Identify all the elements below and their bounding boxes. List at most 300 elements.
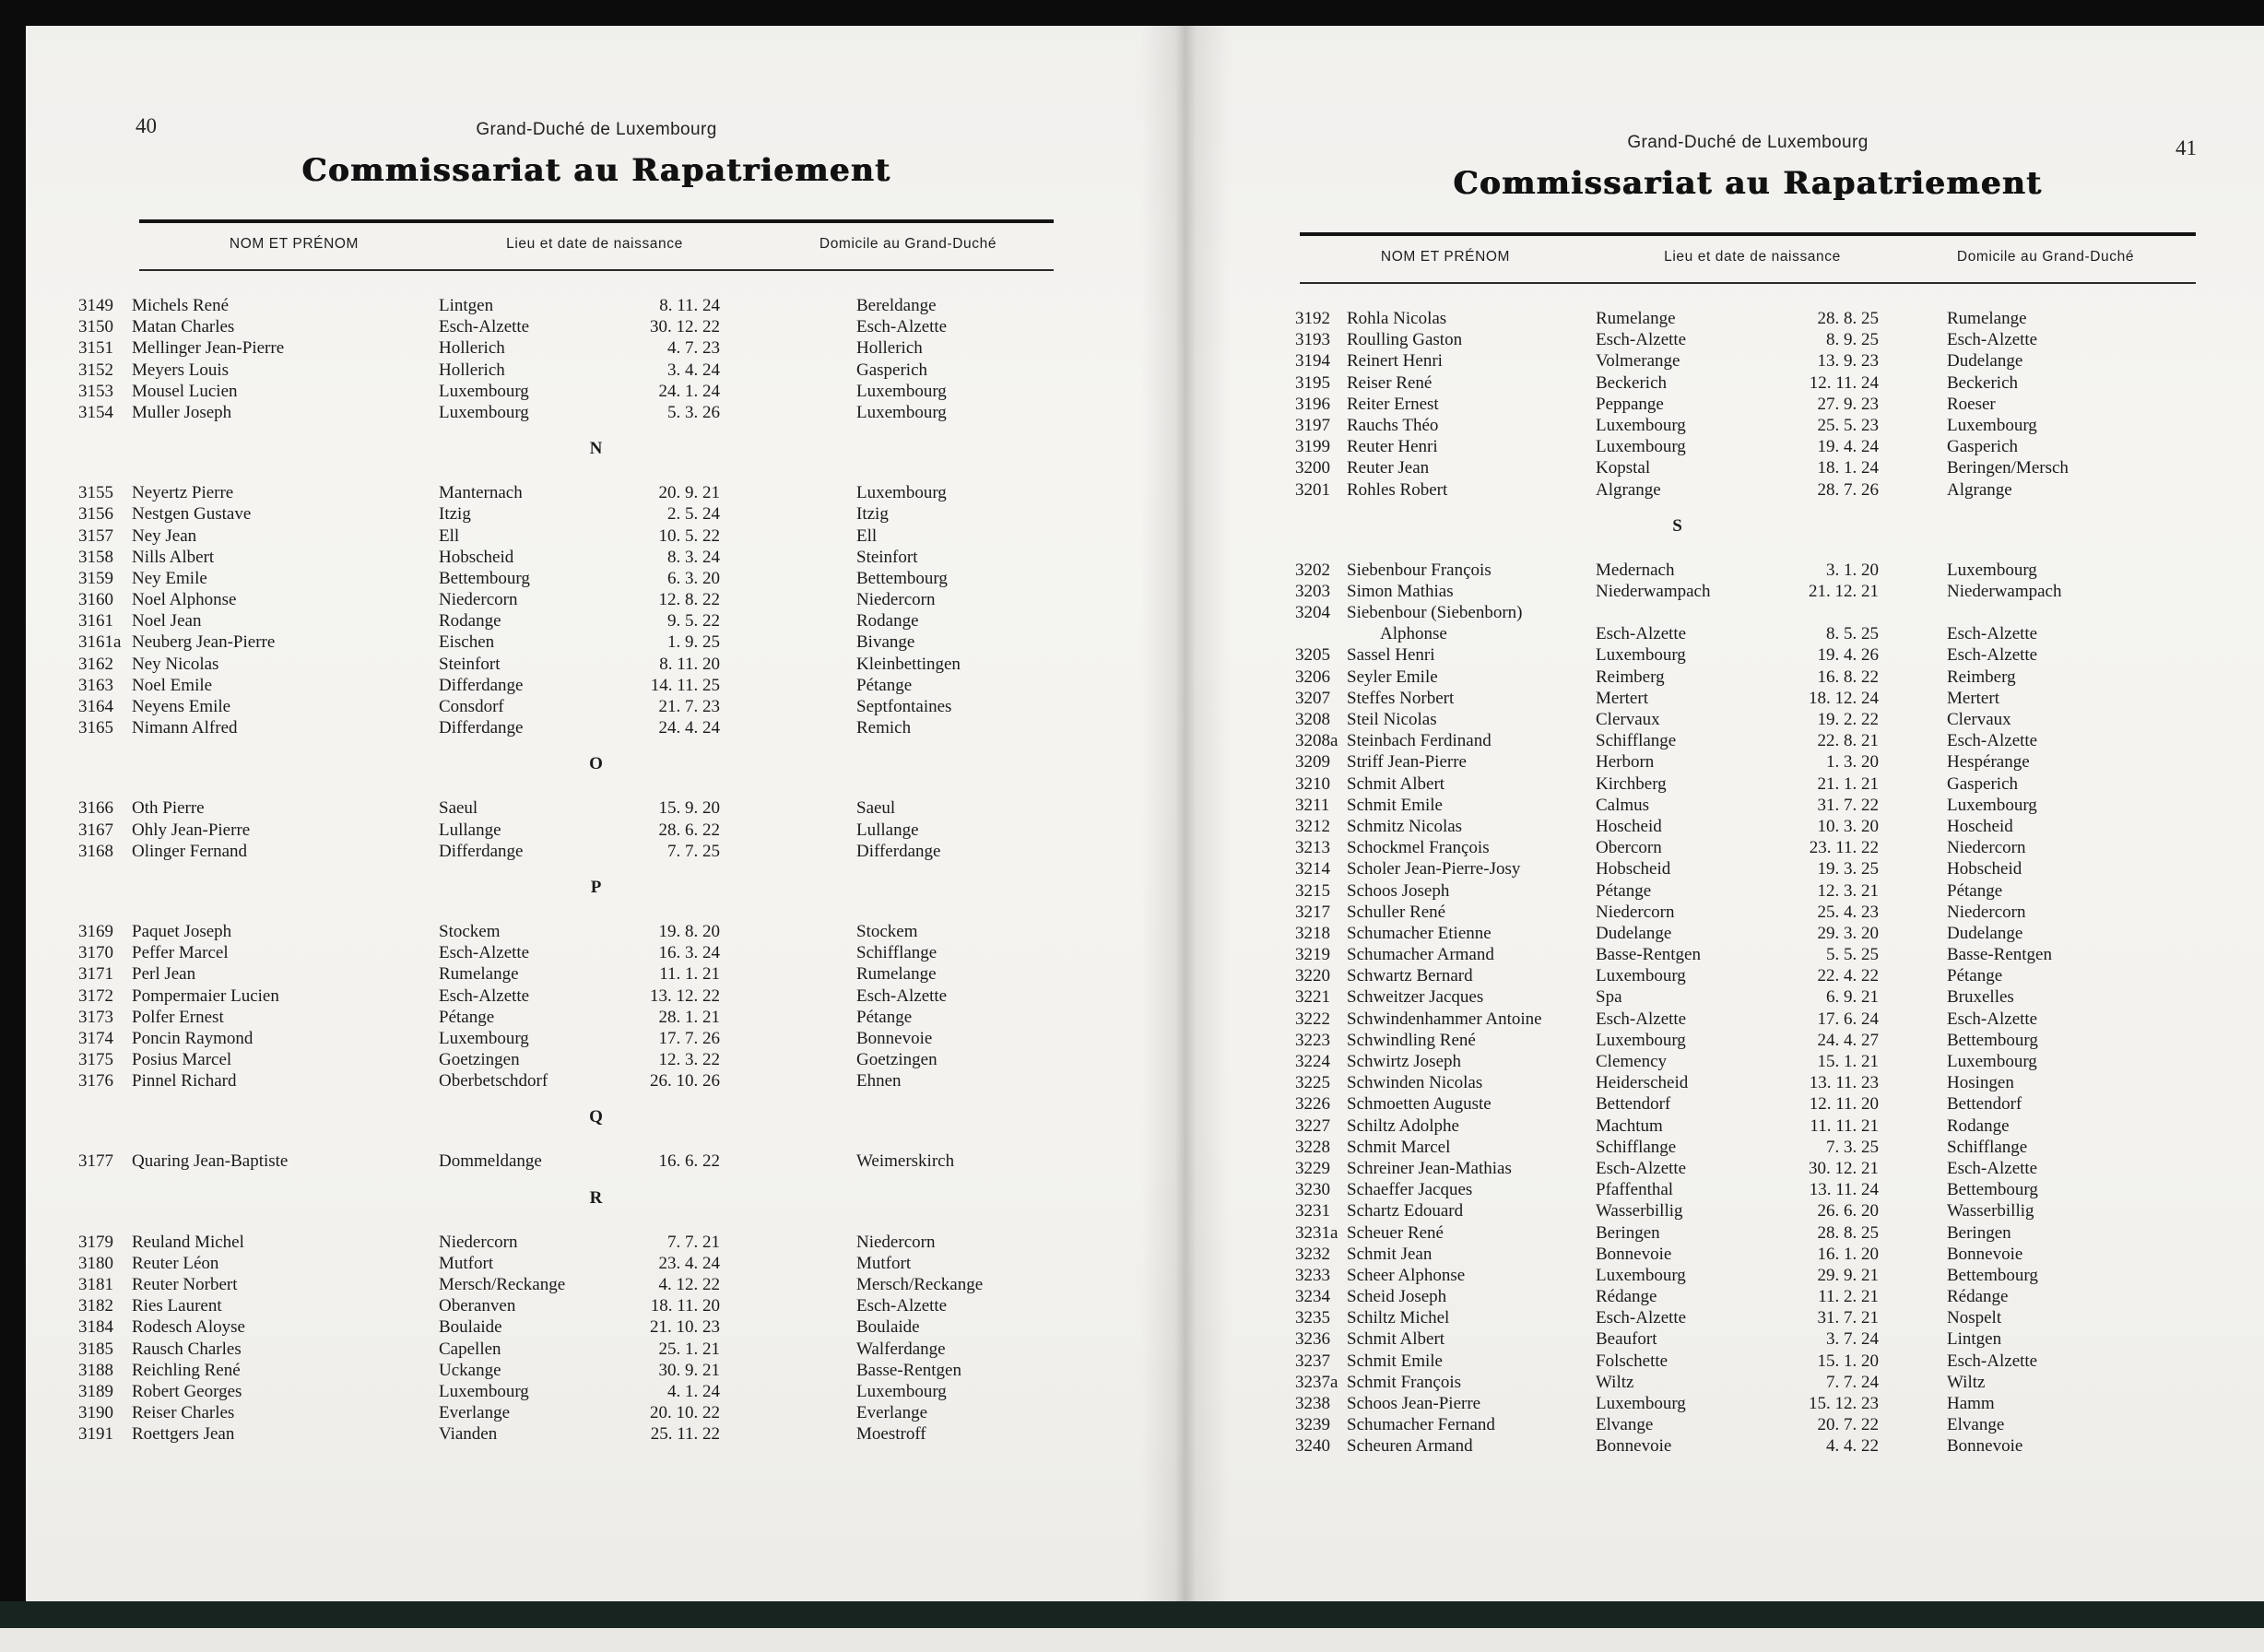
row-name: Schmit Emile: [1347, 1351, 1443, 1371]
page-41: [1295, 116, 2263, 1457]
row-domicile: Luxembourg: [856, 483, 947, 503]
table-row: [1295, 1051, 2263, 1072]
row-spacer: [720, 841, 856, 862]
row-spacer: [1879, 1265, 1947, 1286]
row-name: Reiser René: [1347, 372, 1433, 393]
row-birthdate: 21. 12. 21: [1809, 581, 1879, 601]
row-birthplace: Calmus: [1596, 795, 1650, 815]
row-birthdate: 25. 4. 23: [1817, 902, 1879, 922]
row-domicile: Hosingen: [1947, 1073, 2014, 1093]
table-row: [1295, 644, 2263, 666]
row-domicile: Rédange: [1947, 1287, 2009, 1307]
row-spacer: [1879, 623, 1947, 644]
row-domicile: Itzig: [856, 504, 889, 525]
row-birthdate: 7. 7. 24: [1826, 1372, 1879, 1392]
row-id: 3182: [78, 1296, 113, 1316]
row-name: Scheer Alphonse: [1347, 1265, 1466, 1285]
row-name: Ohly Jean-Pierre: [132, 820, 251, 840]
row-domicile: Basse-Rentgen: [1947, 945, 2052, 965]
row-id: 3201: [1295, 479, 1330, 500]
row-domicile: Niedercorn: [856, 1232, 936, 1252]
row-birthdate: 17. 6. 24: [1817, 1009, 1879, 1029]
row-id: 3222: [1295, 1009, 1330, 1029]
row-birthplace: Steinfort: [439, 654, 501, 674]
row-domicile: Nospelt: [1947, 1308, 2002, 1328]
row-id: 3204: [1295, 603, 1330, 623]
row-spacer: [1879, 688, 1947, 709]
row-birthdate: 8. 11. 24: [659, 296, 720, 315]
row-spacer: [720, 1070, 856, 1092]
row-birthdate: 6. 3. 20: [667, 568, 720, 588]
row-birthplace: Luxembourg: [1596, 645, 1686, 666]
row-birthdate: 22. 8. 21: [1817, 731, 1879, 751]
table-row: [78, 568, 1060, 589]
table-row: [78, 675, 1060, 696]
row-domicile: Dudelange: [1947, 923, 2023, 943]
section-letter-S: S: [1672, 515, 1683, 536]
row-id: 3170: [78, 943, 113, 963]
row-birthplace: Schifflange: [1596, 1137, 1677, 1157]
row-domicile: Rumelange: [1947, 309, 2027, 328]
row-spacer: [1879, 667, 1947, 688]
row-id: 3184: [78, 1317, 113, 1338]
table-row: [78, 589, 1060, 610]
row-id: 3225: [1295, 1073, 1330, 1093]
row-birthplace: Niedercorn: [439, 590, 518, 610]
row-domicile: Esch-Alzette: [1947, 731, 2038, 751]
row-birthplace: Hoscheid: [1596, 816, 1662, 836]
row-name: Neuberg Jean-Pierre: [132, 632, 276, 653]
row-domicile: Roeser: [1947, 394, 1996, 414]
row-birthplace: Luxembourg: [439, 1381, 529, 1401]
row-name: Robert Georges: [132, 1381, 242, 1401]
row-domicile: Esch-Alzette: [1947, 645, 2038, 666]
row-spacer: [1879, 773, 1947, 795]
row-birthplace: Luxembourg: [1596, 1265, 1686, 1285]
row-birthdate: 8. 5. 25: [1826, 624, 1879, 644]
row-birthdate: 19. 2. 22: [1817, 710, 1879, 729]
row-spacer: [1879, 1328, 1947, 1350]
row-name: Schiltz Michel: [1347, 1308, 1450, 1328]
row-birthdate: 16. 8. 22: [1817, 667, 1879, 687]
row-birthdate: 3. 7. 24: [1826, 1329, 1879, 1350]
table-row: [1295, 1307, 2263, 1328]
row-spacer: [720, 1232, 856, 1253]
row-birthdate: 16. 1. 20: [1817, 1244, 1879, 1264]
row-id: 3208a: [1295, 731, 1338, 751]
row-spacer: [1879, 1307, 1947, 1328]
row-birthdate: 4. 1. 24: [667, 1381, 720, 1401]
row-name: Steinbach Ferdinand: [1347, 731, 1492, 751]
row-id: 3189: [78, 1381, 113, 1401]
row-domicile: Niederwampach: [1947, 581, 2062, 601]
row-birthplace: Boulaide: [439, 1317, 502, 1338]
row-id: 3240: [1295, 1436, 1330, 1457]
table-row: [1295, 902, 2263, 923]
row-domicile: Esch-Alzette: [1947, 1009, 2038, 1029]
table-row: [1295, 858, 2263, 879]
row-spacer: [1879, 1093, 1947, 1115]
row-id: 3181: [78, 1275, 113, 1294]
row-domicile: Esch-Alzette: [856, 317, 948, 337]
table-row: [78, 985, 1060, 1007]
row-domicile: [1947, 602, 2263, 623]
row-birthdate: 16. 3. 24: [658, 943, 720, 963]
row-id: 3232: [1295, 1244, 1330, 1264]
row-birthplace: Bettembourg: [439, 568, 530, 588]
table-row: [1295, 1200, 2263, 1221]
table-row: [78, 696, 1060, 717]
row-spacer: [1879, 1414, 1947, 1435]
row-id: 3218: [1295, 923, 1330, 943]
row-domicile: Lullange: [856, 820, 919, 840]
row-birthplace: Manternach: [439, 483, 523, 503]
row-birthplace: Rumelange: [1596, 309, 1676, 328]
row-birthdate: 28. 8. 25: [1817, 309, 1879, 328]
row-birthplace: Ell: [439, 525, 460, 546]
row-name: Quaring Jean-Baptiste: [132, 1151, 289, 1172]
row-domicile: Niedercorn: [1947, 838, 2026, 858]
row-spacer: [1879, 394, 1947, 415]
row-spacer: [1879, 372, 1947, 394]
row-spacer: [720, 675, 856, 696]
table-row: [78, 1295, 1060, 1316]
row-id: 3238: [1295, 1394, 1330, 1413]
row-spacer: [1879, 308, 1947, 329]
row-spacer: [720, 610, 856, 631]
row-birthplace: Obercorn: [1596, 838, 1662, 858]
row-spacer: [720, 295, 856, 316]
row-domicile: Pétange: [856, 675, 913, 695]
row-spacer: [720, 820, 856, 841]
row-birthplace: Niederwampach: [1596, 581, 1711, 601]
row-spacer: [720, 654, 856, 675]
row-birthdate: 28. 6. 22: [658, 820, 720, 840]
row-birthdate: 12. 11. 24: [1809, 372, 1879, 393]
row-spacer: [720, 360, 856, 381]
row-birthdate: 28. 7. 26: [1817, 479, 1879, 500]
column-header-domicile: Domicile au Grand-Duché: [819, 236, 997, 252]
row-birthplace: Luxembourg: [439, 381, 529, 401]
table-row: [1295, 688, 2263, 709]
row-name: Schwirtz Joseph: [1347, 1052, 1462, 1071]
table-row: [1295, 773, 2263, 795]
section-letter-P: P: [590, 877, 603, 897]
row-birthplace: Volmerange: [1596, 351, 1680, 372]
table-row: [1295, 1072, 2263, 1093]
row-spacer: [720, 589, 856, 610]
row-domicile: Rumelange: [856, 964, 937, 985]
row-birthdate: 12. 3. 21: [1817, 880, 1879, 901]
row-birthdate: 16. 6. 22: [658, 1151, 720, 1172]
table-row: [1295, 457, 2263, 478]
row-birthplace: Differdange: [439, 841, 524, 861]
row-spacer: [1879, 329, 1947, 350]
table-row: [78, 1423, 1060, 1445]
row-domicile: Schifflange: [1947, 1137, 2028, 1157]
row-domicile: Basse-Rentgen: [856, 1360, 961, 1380]
row-birthplace: Wiltz: [1596, 1372, 1634, 1392]
row-birthplace: Luxembourg: [1596, 966, 1686, 986]
row-birthplace: Bonnevoie: [1596, 1244, 1672, 1264]
row-name: Rodesch Aloyse: [132, 1317, 245, 1338]
row-name: Neyertz Pierre: [132, 483, 234, 503]
scan-bottom-margin: [0, 1628, 2264, 1652]
row-birthplace: Esch-Alzette: [439, 317, 530, 337]
row-domicile: Bettembourg: [1947, 1265, 2038, 1285]
row-domicile: Mutfort: [856, 1253, 912, 1273]
row-name: Schmoetten Auguste: [1347, 1094, 1492, 1115]
row-birthplace: Beckerich: [1596, 372, 1668, 393]
row-spacer: [720, 402, 856, 423]
row-id: 3154: [78, 402, 113, 422]
row-id: 3156: [78, 504, 113, 525]
scan-edge-top: [0, 0, 2264, 26]
table-row: [1295, 1372, 2263, 1393]
table-row: [1295, 1286, 2263, 1307]
table-row: [1295, 1328, 2263, 1350]
row-domicile: Luxembourg: [856, 1381, 947, 1401]
row-id: 3220: [1295, 966, 1330, 986]
row-spacer: [1879, 751, 1947, 773]
table-row: [78, 963, 1060, 985]
row-domicile: Gasperich: [856, 360, 928, 380]
table-row: [1295, 1093, 2263, 1115]
row-id: 3172: [78, 985, 113, 1006]
row-birthplace: Capellen: [439, 1339, 501, 1359]
row-name: Siebenbour (Siebenborn): [1347, 603, 1523, 623]
table-row: [1295, 415, 2263, 436]
row-birthdate: 12. 8. 22: [658, 590, 720, 610]
row-id: 3188: [78, 1360, 113, 1380]
row-domicile: Rodange: [1947, 1115, 2010, 1136]
row-id: 3180: [78, 1253, 113, 1273]
row-id: 3166: [78, 798, 113, 819]
page-header: [1300, 116, 2196, 206]
page-header: [139, 103, 1054, 194]
row-birthplace: Luxembourg: [1596, 415, 1686, 435]
row-domicile: Luxembourg: [856, 381, 947, 401]
page-number: 40: [136, 114, 157, 137]
row-birthdate: 24. 4. 24: [658, 718, 720, 738]
row-id: 3196: [1295, 394, 1330, 414]
column-header-name: NOM ET PRÉNOM: [1380, 249, 1511, 265]
row-name: Nestgen Gustave: [132, 504, 252, 525]
row-id: 3167: [78, 820, 113, 840]
row-birthplace: Wasserbillig: [1596, 1201, 1683, 1221]
row-id: 3217: [1295, 902, 1330, 922]
row-birthdate: 7. 7. 21: [667, 1232, 720, 1252]
row-domicile: Bettembourg: [856, 568, 948, 588]
row-id: 3197: [1295, 415, 1330, 435]
column-header-birth: Lieu et date de naissance: [1664, 249, 1841, 265]
row-domicile: Bettendorf: [1947, 1094, 2022, 1115]
row-domicile: Esch-Alzette: [856, 1296, 948, 1316]
row-id: 3192: [1295, 309, 1330, 328]
row-birthdate: 28. 8. 25: [1817, 1222, 1879, 1243]
row-id: 3161a: [78, 632, 122, 653]
row-birthplace: Kirchberg: [1596, 773, 1667, 794]
row-name: Scheuren Armand: [1347, 1436, 1473, 1457]
row-birthplace: Dommeldange: [439, 1151, 542, 1172]
row-id: 3168: [78, 841, 113, 861]
row-id: 3231a: [1295, 1222, 1338, 1243]
row-birthdate: 30. 12. 22: [650, 317, 720, 337]
row-id: 3152: [78, 360, 113, 380]
row-id: 3199: [1295, 437, 1330, 457]
row-spacer: [1879, 1222, 1947, 1244]
row-spacer: [720, 985, 856, 1007]
row-spacer: [1879, 880, 1947, 902]
row-domicile: Schifflange: [856, 943, 937, 963]
table-row: [78, 1339, 1060, 1360]
row-name: Schmit Emile: [1347, 795, 1443, 815]
row-birthdate: 10. 3. 20: [1817, 816, 1879, 836]
row-domicile: Bonnevoie: [1947, 1244, 2023, 1264]
row-birthdate: 12. 3. 22: [658, 1050, 720, 1070]
row-domicile: Algrange: [1947, 479, 2012, 500]
row-birthdate: 13. 11. 23: [1809, 1073, 1879, 1093]
row-id: 3211: [1295, 795, 1330, 815]
row-birthdate: 25. 5. 23: [1817, 415, 1879, 435]
row-id: 3176: [78, 1071, 113, 1092]
row-name: Seyler Emile: [1347, 667, 1438, 687]
row-spacer: [1879, 581, 1947, 602]
row-name: Striff Jean-Pierre: [1347, 752, 1467, 773]
table-row: [78, 610, 1060, 631]
row-domicile: Reimberg: [1947, 667, 2016, 687]
row-id: 3160: [78, 590, 113, 610]
row-birthplace: Elvange: [1596, 1415, 1654, 1435]
row-domicile: Luxembourg: [1947, 795, 2037, 815]
row-birthdate: 19. 8. 20: [658, 921, 720, 941]
row-birthdate: 15. 1. 20: [1817, 1351, 1879, 1371]
row-birthdate: 25. 1. 21: [658, 1339, 720, 1359]
row-name: Neyens Emile: [132, 697, 231, 716]
table-row: [1295, 623, 2263, 644]
row-spacer: [1879, 1372, 1947, 1393]
row-birthplace: Pfaffenthal: [1596, 1180, 1674, 1200]
row-birthdate: 21. 10. 23: [650, 1317, 720, 1338]
row-birthdate: 29. 3. 20: [1817, 923, 1879, 943]
row-spacer: [1879, 350, 1947, 372]
row-spacer: [720, 797, 856, 819]
table-row: [1295, 329, 2263, 350]
row-birthplace: Uckange: [439, 1360, 501, 1380]
row-birthplace: Rumelange: [439, 964, 519, 985]
table-row: [1295, 986, 2263, 1008]
row-id: 3163: [78, 675, 113, 695]
row-name: Rohla Nicolas: [1347, 309, 1447, 328]
row-birthdate: 21. 1. 21: [1817, 773, 1879, 794]
row-name: Schaeffer Jacques: [1347, 1180, 1473, 1200]
row-name: Schmit Albert: [1347, 773, 1445, 794]
row-spacer: [1879, 560, 1947, 581]
row-birthplace: Reimberg: [1596, 667, 1665, 687]
row-domicile: Wasserbillig: [1947, 1201, 2034, 1221]
row-birthdate: 4. 7. 23: [667, 338, 720, 359]
table-row: [1295, 1222, 2263, 1244]
row-id: 3159: [78, 568, 113, 588]
row-domicile: Niedercorn: [856, 590, 936, 610]
row-id: 3229: [1295, 1158, 1330, 1178]
section-letter-N: N: [589, 439, 604, 459]
row-id: 3165: [78, 718, 113, 738]
row-domicile: Bruxelles: [1947, 987, 2014, 1008]
row-birthplace: Stockem: [439, 921, 501, 941]
row-domicile: Boulaide: [856, 1317, 920, 1338]
row-name: Reuter Jean: [1347, 458, 1430, 478]
row-domicile: Luxembourg: [1947, 415, 2037, 435]
row-name: Nills Albert: [132, 547, 215, 567]
table-row: [1295, 730, 2263, 751]
row-birthdate: 4. 4. 22: [1826, 1436, 1879, 1457]
row-id: 3179: [78, 1232, 113, 1252]
row-birthplace: Mertert: [1596, 688, 1648, 708]
row-birthplace: Rodange: [439, 611, 501, 631]
table-row: [78, 942, 1060, 963]
row-birthplace: Eischen: [439, 632, 495, 653]
row-spacer: [1879, 1351, 1947, 1372]
row-birthdate: 18. 11. 20: [650, 1296, 720, 1316]
row-birthplace: Esch-Alzette: [1596, 624, 1687, 644]
row-spacer: [1879, 858, 1947, 879]
country-header: Grand-Duché de Luxembourg: [476, 120, 717, 139]
row-spacer: [720, 1316, 856, 1338]
row-id: 3223: [1295, 1030, 1330, 1050]
row-domicile: Stockem: [856, 921, 918, 941]
row-birthdate: 4. 12. 22: [658, 1275, 720, 1294]
table-row: [1295, 795, 2263, 816]
row-birthdate: 27. 9. 23: [1817, 394, 1879, 414]
page-title: Commissariat au Rapatriement: [301, 152, 891, 189]
row-birthplace: Mersch/Reckange: [439, 1275, 566, 1294]
row-birthdate: 14. 11. 25: [650, 675, 720, 695]
row-spacer: [1879, 709, 1947, 730]
row-id: 3234: [1295, 1287, 1330, 1307]
row-birthplace: Hollerich: [439, 360, 505, 380]
row-birthdate: 18. 12. 24: [1809, 688, 1879, 708]
table-row: [78, 337, 1060, 359]
row-id: 3177: [78, 1151, 113, 1172]
row-spacer: [720, 1049, 856, 1070]
table-row: [1295, 1115, 2263, 1137]
row-birthdate: 26. 10. 26: [650, 1071, 720, 1092]
row-birthdate: 1. 3. 20: [1826, 752, 1879, 773]
row-birthplace: Itzig: [439, 504, 471, 525]
row-domicile: Ell: [856, 525, 878, 546]
row-id: 3191: [78, 1424, 113, 1445]
row-id: 3190: [78, 1403, 113, 1423]
row-domicile: Bereldange: [856, 296, 937, 315]
row-name: Meyers Louis: [132, 360, 230, 380]
row-id: 3193: [1295, 330, 1330, 350]
row-domicile: Weimerskirch: [856, 1151, 955, 1172]
scan-edge-left: [0, 0, 26, 1652]
row-domicile: Esch-Alzette: [1947, 624, 2038, 644]
row-name: Schiltz Adolphe: [1347, 1115, 1459, 1136]
book-spine-fold: [1141, 26, 1230, 1601]
row-name: Mousel Lucien: [132, 381, 238, 401]
row-spacer: [1879, 1244, 1947, 1265]
row-domicile: Lintgen: [1947, 1329, 2002, 1350]
row-name: Schumacher Etienne: [1347, 923, 1492, 943]
table-row: [78, 797, 1060, 819]
table-body: [1295, 308, 2263, 1457]
row-birthdate: 7. 3. 25: [1826, 1137, 1879, 1157]
row-domicile: Gasperich: [1947, 773, 2019, 794]
row-spacer: [1879, 644, 1947, 666]
